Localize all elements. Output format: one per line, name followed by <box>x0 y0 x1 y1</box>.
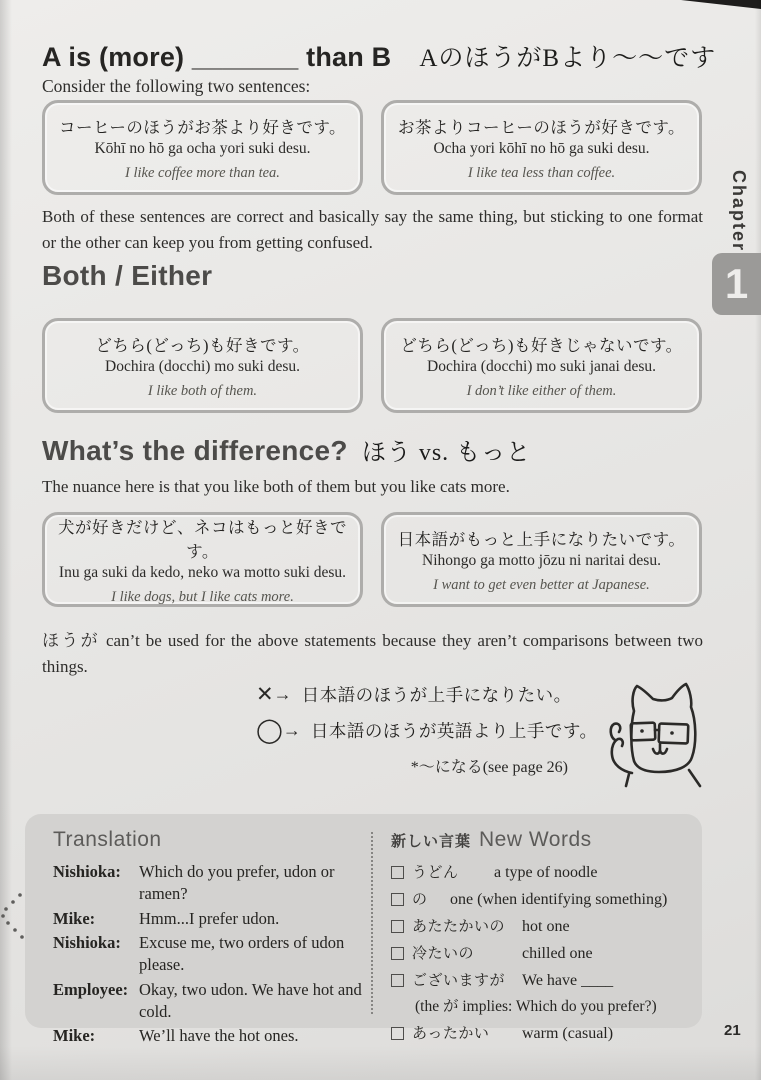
vocab-item <box>391 861 686 882</box>
heading-whats-the-difference <box>42 432 531 467</box>
dialogue-line <box>53 932 371 976</box>
example-translation: I like both of them. <box>147 382 258 399</box>
chapter-number: 1 <box>724 260 749 307</box>
example-translation: I like tea less than coffee. <box>467 164 616 181</box>
example-romaji: Ocha yori kōhī no hō ga suki desu. <box>433 139 650 157</box>
example-box <box>42 318 363 413</box>
checkbox-icon <box>391 947 404 960</box>
vocab-japanese: あったかい <box>412 1025 490 1042</box>
page-number: 21 <box>724 1022 741 1039</box>
example-romaji: Inu ga suki da kedo, neko wa motto suki desu. <box>58 563 347 581</box>
checkbox-icon <box>391 974 404 987</box>
new-words-section <box>373 828 686 1042</box>
checkbox-icon <box>391 1027 404 1040</box>
speech-text: Hmm...I prefer udon. <box>139 908 280 928</box>
heading-english: What’s the difference? <box>42 435 348 466</box>
example-romaji: Nihongo ga motto jōzu ni naritai desu. <box>422 551 661 569</box>
speaker-name: Mike: <box>53 1026 96 1046</box>
page-edge-shadow-bottom <box>0 1046 761 1080</box>
example-japanese: どちら(どっち)も好きじゃないです。 <box>400 335 683 355</box>
lesson-title-japanese: AのほうがBより〜〜です <box>419 45 717 72</box>
paragraph-houga-note <box>42 628 703 681</box>
speaker-name: Employee: <box>53 979 129 999</box>
vocab-japanese: 冷たいの <box>412 945 475 962</box>
example-japanese: お茶よりコーヒーのほうが好きです。 <box>397 117 686 137</box>
dialogue-line <box>53 861 371 905</box>
new-words-title-english: New Words <box>479 828 592 851</box>
example-romaji: Dochira (docchi) mo suki desu. <box>105 357 300 375</box>
heading-both-either: Both / Either <box>42 260 213 291</box>
example-translation: I like coffee more than tea. <box>125 164 280 181</box>
houga-explanation: can’t be used for the above statements because they aren’t comparisons between two things. <box>42 631 704 677</box>
example-japanese: どちら(どっち)も好きです。 <box>95 335 310 355</box>
example-japanese: コーヒーのほうがお茶より好きです。 <box>58 117 347 137</box>
example-box <box>381 100 702 195</box>
vocab-japanese: うどん <box>412 864 459 881</box>
vocab-japanese: あたたかいの <box>412 918 506 935</box>
lesson-title <box>42 38 716 74</box>
new-words-title <box>391 828 686 852</box>
lesson-title-english: A is (more) _______ than B <box>42 42 392 72</box>
vocab-note: (the が implies: Which do you prefer?) <box>415 998 657 1015</box>
example-row-coffee-tea <box>42 100 702 195</box>
dialogue-line <box>53 908 371 930</box>
see-page-footnote: *〜になる(see page 26) <box>410 759 568 776</box>
speech-text: Which do you prefer, udon or ramen? <box>139 862 335 903</box>
arrow-icon: → <box>273 684 292 704</box>
heading-japanese: ほう vs. もっと <box>361 440 532 466</box>
example-translation: I want to get even better at Japanese. <box>433 576 650 593</box>
incorrect-example <box>256 682 572 707</box>
vocab-item <box>391 915 686 936</box>
translation-section <box>53 828 371 1046</box>
thumbs-up-cat-icon <box>596 676 712 794</box>
correct-example <box>256 716 598 744</box>
vocab-item <box>391 942 686 963</box>
vocab-english: We have ____ <box>522 972 614 989</box>
example-japanese: 日本語がもっと上手になりたいです。 <box>397 529 686 549</box>
x-mark-icon: ✕ <box>256 683 274 706</box>
vocab-english: chilled one <box>522 945 593 962</box>
example-translation: I like dogs, but I like cats more. <box>111 588 294 605</box>
new-words-title-japanese: 新しい言葉 <box>391 833 472 850</box>
intro-line: Consider the following two sentences: <box>42 76 311 96</box>
dialogue-line <box>53 1025 371 1047</box>
bottom-panel <box>25 814 702 1046</box>
example-romaji: Kōhī no hō ga ocha yori suki desu. <box>94 139 311 157</box>
checkbox-icon <box>391 893 404 906</box>
vocab-item <box>391 969 686 990</box>
checkbox-icon <box>391 866 404 879</box>
vocab-english: hot one <box>522 918 570 935</box>
example-row-motto <box>42 512 702 607</box>
houga-term: ほうが <box>42 631 100 650</box>
vocab-english: a type of noodle <box>494 864 598 881</box>
dialogue-line <box>53 979 371 1023</box>
speaker-name: Nishioka: <box>53 933 121 953</box>
chapter-tab <box>712 253 761 315</box>
speech-text: We’ll have the hot ones. <box>139 1026 299 1046</box>
speech-text: Excuse me, two orders of udon please. <box>139 933 345 975</box>
chapter-tab-label: Chapter <box>729 170 749 253</box>
speech-text: Okay, two udon. We have hot and cold. <box>139 979 362 1021</box>
translation-title: Translation <box>53 828 162 851</box>
vocab-english: warm (casual) <box>522 1025 614 1042</box>
example-translation: I don’t like either of them. <box>466 382 617 399</box>
correctness-examples <box>256 682 598 777</box>
example-box <box>42 100 363 195</box>
example-box <box>381 318 702 413</box>
circle-mark-icon: ◯ <box>256 716 283 744</box>
arrow-icon: → <box>282 720 301 740</box>
example-box <box>42 512 363 607</box>
example-japanese: 犬が好きだけど、ネコはもっと好きです。 <box>58 517 347 561</box>
example-row-both-either <box>42 318 702 413</box>
paragraph-format-note: Both of these sentences are correct and basically say the same thing, but sticking to one format or the other can keep you from getting confused. <box>42 207 703 253</box>
vocab-english: one (when identifying something) <box>450 891 668 908</box>
example-romaji: Dochira (docchi) mo suki janai desu. <box>427 357 656 375</box>
speaker-name: Nishioka: <box>53 862 121 881</box>
page-edge-shadow-right <box>755 0 761 1080</box>
vocab-item <box>391 888 686 909</box>
checkbox-icon <box>391 920 404 933</box>
vocab-item <box>391 1022 686 1043</box>
vocab-japanese: ございますが <box>412 972 506 989</box>
speaker-name: Mike: <box>53 908 96 928</box>
photo-background-corner <box>681 0 761 9</box>
nuance-line: The nuance here is that you like both of them but you like cats more. <box>42 477 510 496</box>
correct-sentence: 日本語のほうが英語より上手です。 <box>310 721 598 741</box>
incorrect-sentence: 日本語のほうが上手になりたい。 <box>301 685 572 705</box>
example-box <box>381 512 702 607</box>
vocab-japanese: の <box>412 891 428 908</box>
